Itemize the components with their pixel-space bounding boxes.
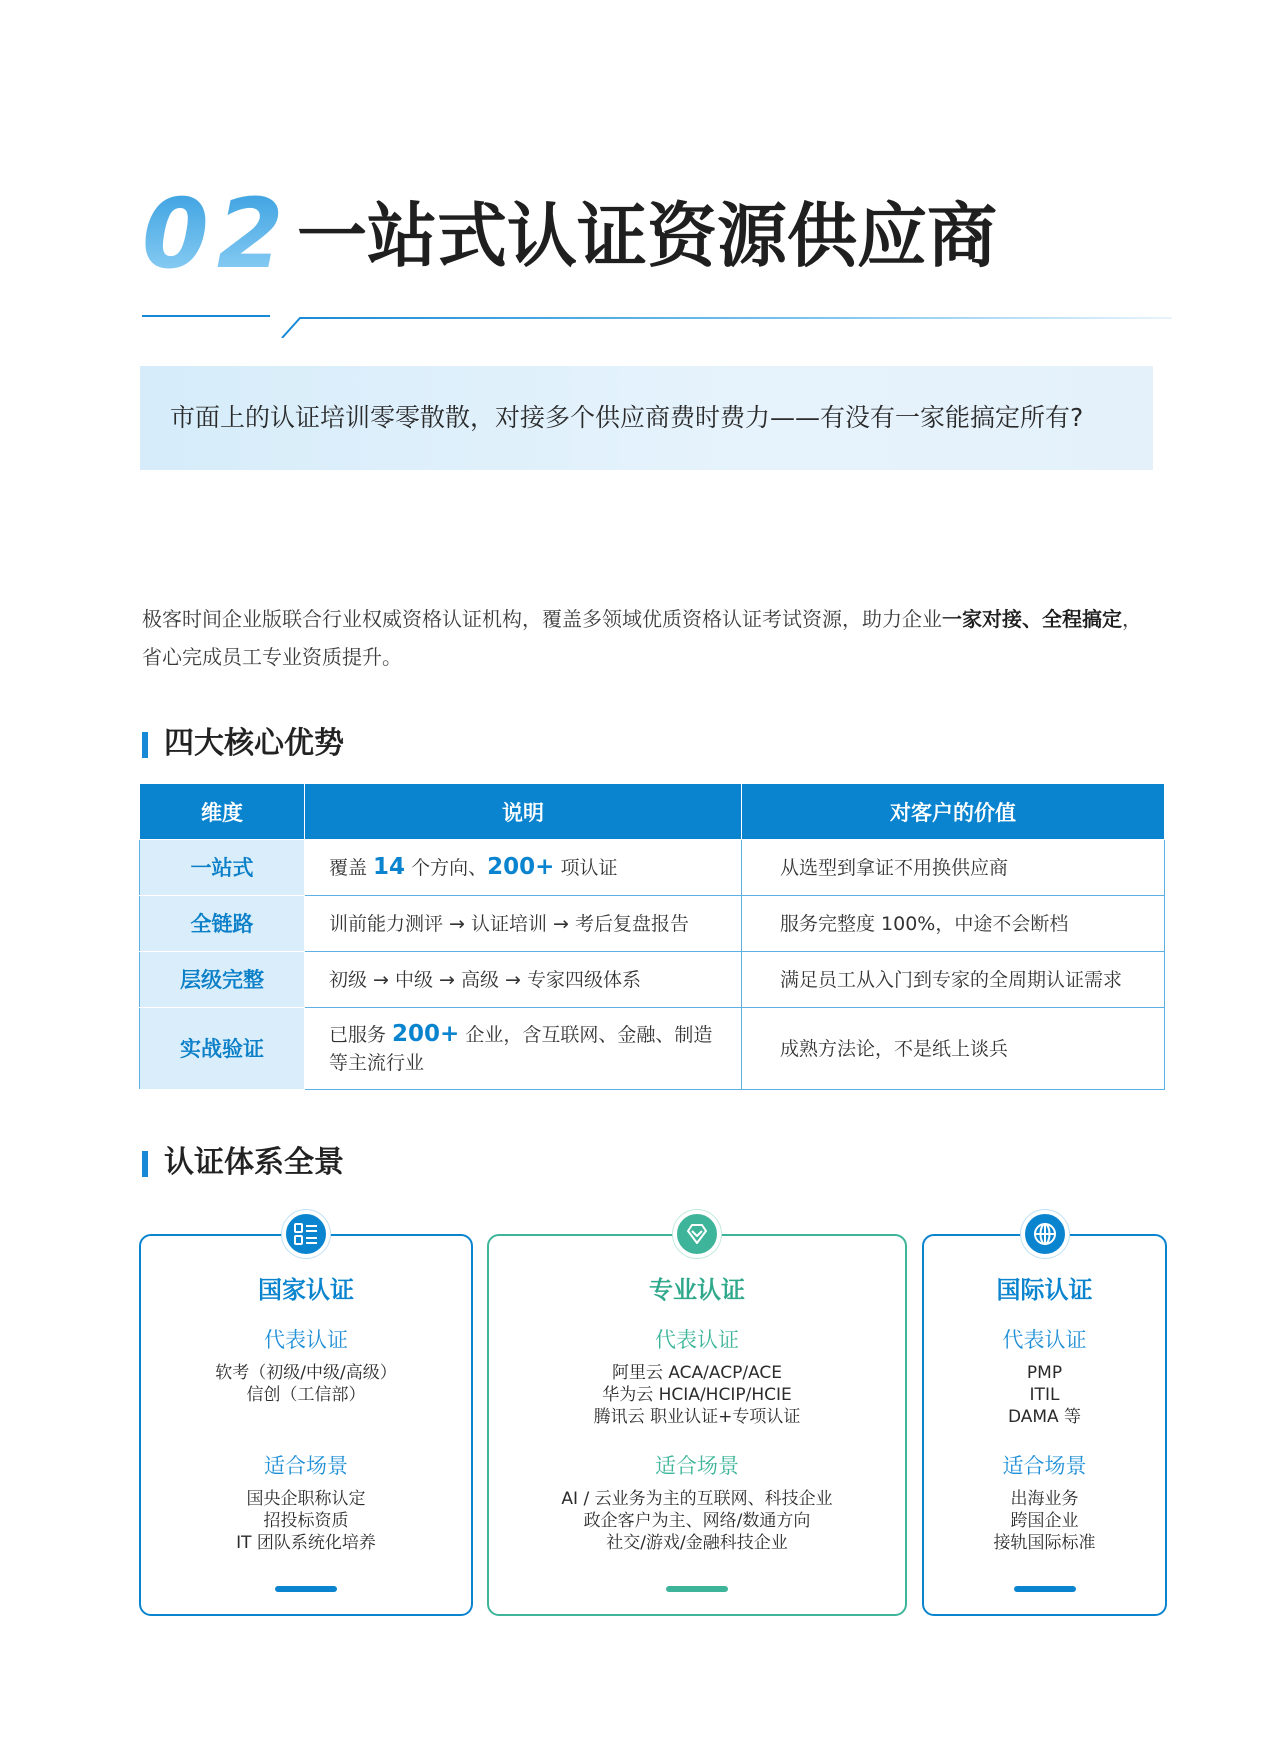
highlight-number: 200+	[392, 1021, 460, 1047]
desc-text: 项认证	[554, 857, 618, 879]
row-value: 成熟方法论，不是纸上谈兵	[742, 1008, 1165, 1090]
card-accent-bar	[275, 1586, 337, 1592]
card-professional	[487, 1234, 907, 1616]
advantages-heading: 四大核心优势	[142, 724, 344, 764]
list-icon	[282, 1210, 330, 1258]
list-item: 招投标资质	[263, 1511, 349, 1531]
diamond-icon	[673, 1210, 721, 1258]
list-item: 信创（工信部）	[246, 1385, 366, 1405]
card-accent-bar	[1014, 1586, 1076, 1592]
scene-list	[489, 1488, 905, 1554]
intro-text-2: ，省心完成员工专业资质提升。	[142, 607, 1142, 669]
callout-text: 市面上的认证培训零零散散，对接多个供应商费时费力——有没有一家能搞定所有?	[170, 403, 1084, 432]
row-value: 从选型到拿证不用换供应商	[742, 840, 1165, 896]
rep-label: 代表认证	[655, 1328, 739, 1352]
page-title: 一站式认证资源供应商	[297, 195, 997, 277]
rep-label: 代表认证	[264, 1328, 348, 1352]
list-item: 华为云 HCIA/HCIP/HCIE	[602, 1385, 792, 1405]
card-national	[139, 1234, 473, 1616]
system-heading: 认证体系全景	[142, 1143, 344, 1183]
scene-label: 适合场景	[1002, 1454, 1087, 1478]
row-dimension: 全链路	[140, 896, 305, 952]
row-value: 服务完整度 100%，中途不会断档	[742, 896, 1165, 952]
list-item: ITIL	[1029, 1385, 1060, 1405]
row-dimension: 实战验证	[140, 1008, 305, 1090]
table-row	[140, 952, 1165, 1008]
row-description: 训前能力测评 → 认证培训 → 考后复盘报告	[305, 896, 742, 952]
list-item: DAMA 等	[1007, 1407, 1082, 1427]
list-item: 软考（初级/中级/高级）	[215, 1363, 397, 1383]
scene-label: 适合场景	[655, 1454, 739, 1478]
card-title: 国际认证	[996, 1276, 1093, 1304]
col-description: 说明	[305, 784, 742, 840]
table-row	[140, 840, 1165, 896]
list-item: PMP	[1026, 1363, 1063, 1383]
intro-bold: 一家对接、全程搞定	[942, 607, 1122, 631]
scene-label: 适合场景	[264, 1454, 348, 1478]
desc-text: 覆盖	[329, 857, 374, 879]
row-description	[305, 840, 742, 896]
row-description	[305, 1008, 742, 1090]
title-divider	[142, 308, 1172, 338]
list-item: 社交/游戏/金融科技企业	[606, 1533, 788, 1553]
row-description: 初级 → 中级 → 高级 → 专家四级体系	[305, 952, 742, 1008]
list-item: IT 团队系统化培养	[236, 1533, 376, 1553]
list-item: 国央企职称认定	[246, 1489, 366, 1509]
col-value: 对客户的价值	[742, 784, 1165, 840]
rep-list	[489, 1362, 905, 1428]
card-accent-bar	[666, 1586, 728, 1592]
scene-list	[141, 1488, 471, 1554]
advantages-table	[139, 783, 1165, 1090]
rep-list	[924, 1362, 1165, 1428]
col-dimension: 维度	[140, 784, 305, 840]
highlight-number: 14	[373, 854, 406, 880]
card-title: 专业认证	[649, 1276, 745, 1304]
list-item: AI / 云业务为主的互联网、科技企业	[561, 1489, 833, 1509]
scene-list	[924, 1488, 1165, 1554]
question-callout	[140, 366, 1153, 470]
row-value: 满足员工从入门到专家的全周期认证需求	[742, 952, 1165, 1008]
list-item: 阿里云 ACA/ACP/ACE	[611, 1363, 783, 1383]
card-title: 国家认证	[258, 1276, 354, 1304]
card-international	[922, 1234, 1167, 1616]
intro-paragraph	[142, 600, 1157, 676]
desc-text: 个方向、	[405, 857, 488, 879]
rep-label: 代表认证	[1002, 1328, 1087, 1352]
list-item: 出海业务	[1010, 1489, 1079, 1509]
list-item: 跨国企业	[1010, 1511, 1079, 1531]
table-row	[140, 1008, 1165, 1090]
row-dimension: 一站式	[140, 840, 305, 896]
table-header-row	[140, 784, 1165, 840]
list-item: 接轨国际标准	[993, 1533, 1096, 1553]
page-header	[142, 178, 1162, 290]
desc-text: 已服务	[329, 1024, 393, 1046]
list-item: 腾讯云 职业认证+专项认证	[593, 1407, 801, 1427]
table-row	[140, 896, 1165, 952]
list-item: 政企客户为主、网络/数通方向	[583, 1511, 811, 1531]
section-number: 02	[142, 178, 292, 290]
desc-text: 企业，含互联网、金融、制造等主流行业	[329, 1024, 713, 1074]
rep-list	[141, 1362, 471, 1406]
row-dimension: 层级完整	[140, 952, 305, 1008]
highlight-number: 200+	[487, 854, 555, 880]
intro-text-1: 极客时间企业版联合行业权威资格认证机构，覆盖多领域优质资格认证考试资源，助力企业	[142, 607, 942, 631]
globe-icon	[1021, 1210, 1069, 1258]
